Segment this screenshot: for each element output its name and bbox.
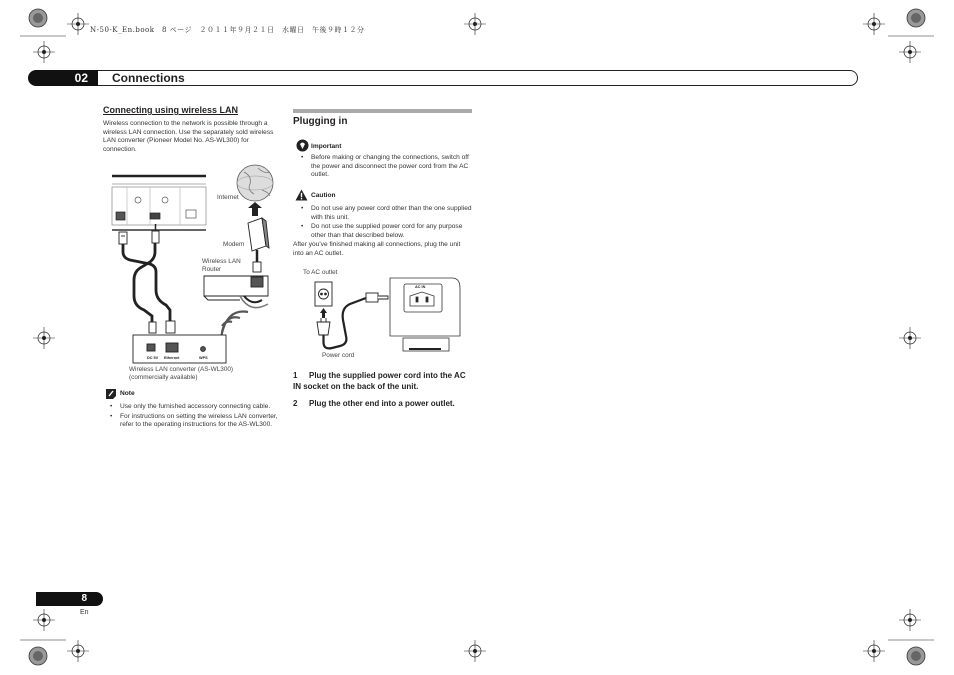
port-label-dc5v: DC 5V	[147, 356, 159, 360]
after-connections-text: After you've finished making all connections, plug the unit into an AC outlet.	[293, 241, 461, 257]
port-label-ethernet: Ethernet	[164, 356, 180, 360]
note-item: • For instructions on setting the wireless LAN converter, refer to the operating instructions for the AS-WL300.	[110, 413, 282, 430]
chapter-title: Connections	[112, 71, 185, 85]
ac-in-label: AC IN	[415, 285, 426, 289]
caution-item: • Do not use any power cord other than the one supplied with this unit.	[301, 205, 473, 222]
arrow-up-icon	[320, 308, 327, 318]
note-label: Note	[120, 390, 135, 397]
caution-item: • Do not use the supplied power cord for any purpose other than that described below.	[301, 223, 473, 240]
japanese-header-line: N-50-K_En.book 8 ページ ２０１１年９月２１日 水曜日 午後９時１２分	[90, 26, 365, 34]
section-heading-wireless-lan: Connecting using wireless LAN	[103, 105, 239, 115]
label-modem: Modem	[223, 241, 245, 248]
note-item: • Use only the furnished accessory connecting cable.	[110, 403, 282, 412]
step-2	[293, 398, 471, 409]
label-internet: Internet	[217, 194, 239, 201]
step-number: 2	[293, 399, 298, 408]
step-number: 1	[293, 371, 298, 380]
label-router: Wireless LAN Router	[202, 258, 241, 273]
step-text: Plug the supplied power cord into the AC IN socket on the back of the unit.	[293, 371, 466, 391]
important-item: • Before making or changing the connections, switch off the power and disconnect the power cord from the AC outlet.	[301, 154, 473, 180]
ac-outlet-icon	[315, 282, 332, 306]
important-label: Important	[311, 143, 342, 150]
chapter-number: 02	[74, 71, 88, 85]
step-text: Plug the other end into a power outlet.	[309, 399, 455, 408]
caution-label: Caution	[311, 192, 336, 199]
section-heading-plugging-in: Plugging in	[293, 116, 348, 127]
step-1	[293, 370, 471, 392]
intro-paragraph: Wireless connection to the network is possible through a wireless LAN connection. Use the separately sold wireless LAN converter (Pioneer Model No. AS-WL300) for connection.	[103, 120, 274, 153]
label-to-ac-outlet: To AC outlet	[303, 269, 338, 276]
label-converter: Wireless LAN converter (AS-WL300) (commercially available)	[129, 366, 234, 381]
port-label-wps: WPS	[199, 356, 208, 360]
page-number: 8	[81, 593, 87, 604]
label-power-cord: Power cord	[322, 352, 355, 359]
page-language: En	[80, 609, 89, 616]
